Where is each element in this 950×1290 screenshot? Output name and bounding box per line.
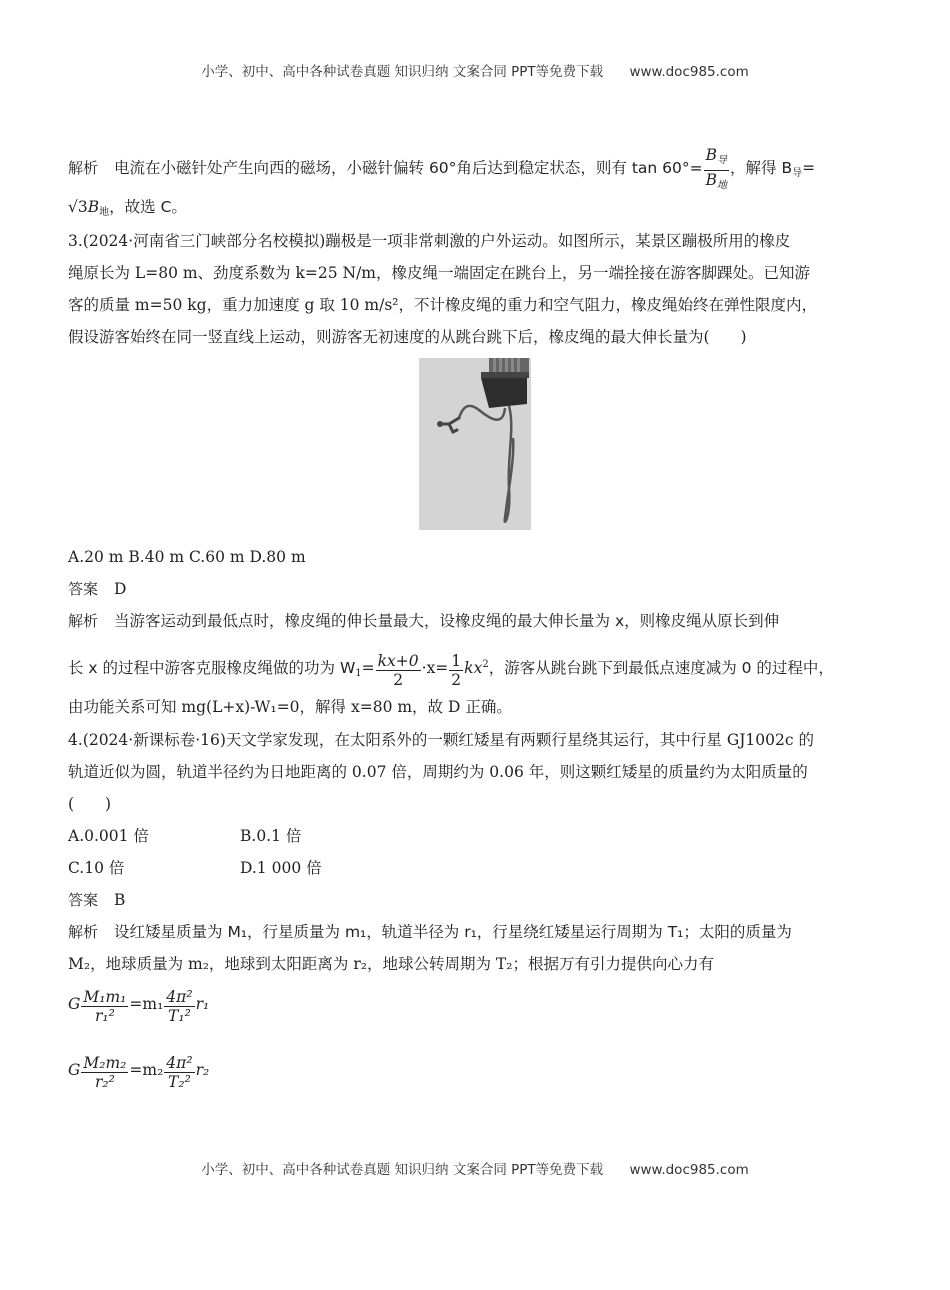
q4-equation-2: G $\frac{\text{M₂m₂}}{\text{r₂²}}$ =m₂ $\frac{\text{4π²}}{\text{T₂²}}$ r₂ xyxy=(68,1054,210,1091)
q4-stem-line: ( ) xyxy=(68,795,112,813)
q4-explanation-line1: 解析 设红矮星质量为 M₁，行星质量为 m₁，轨道半径为 r₁，行星绕红矮星运行周期为 T₁；太阳的质量为 xyxy=(68,923,792,941)
q3-explanation-line2: 长 x 的过程中游客克服橡皮绳做的功为 $W_1=$ $\frac{kx+0}{2}$ ·x= $\frac{1}{2}$ $kx^2$，游客从跳台跳下到最低点速度减为 0 的过程中， xyxy=(68,652,834,689)
q2-explanation-line1: 解析 电流在小磁针处产生向西的磁场，小磁针偏转 60°角后达到稳定状态，则有 tan 60°= $\frac{B_导}{B_地}$ ，解得 $B_导=$ xyxy=(68,146,815,195)
q4-stem-line: 轨道近似为圆，轨道半径约为日地距离的 0.07 倍，周期约为 0.06 年，则这颗红矮星的质量约为太阳质量的 xyxy=(68,763,808,781)
q4-option-d: D.1 000 倍 xyxy=(240,859,322,877)
bungee-figure xyxy=(419,358,531,530)
q4-stem-line: 4.(2024·新课标卷·16)天文学家发现，在太阳系外的一颗红矮星有两颗行星绕其运行，其中行星 GJ1002c 的 xyxy=(68,731,814,749)
q4-equation-1: G $\frac{\text{M₁m₁}}{\text{r₁²}}$ =m₁ $\frac{\text{4π²}}{\text{T₁²}}$ r₁ xyxy=(68,988,210,1025)
q3-explanation-line1: 解析 当游客运动到最低点时，橡皮绳的伸长量最大，设橡皮绳的最大伸长量为 x，则橡皮绳从原长到伸 xyxy=(68,612,780,630)
q4-answer-line: 答案 B xyxy=(68,891,126,909)
q2-expl-label: 解析 xyxy=(68,159,99,177)
q3-answer-line xyxy=(68,578,126,600)
q2-fraction: $\frac{B_导}{B_地}$ xyxy=(705,146,728,191)
q3-answer-label: 答案 xyxy=(68,580,99,598)
q4-option-c: C.10 倍 xyxy=(68,859,125,877)
header-text: 小学、初中、高中各种试卷真题 知识归纳 文案合同 PPT等免费下载 xyxy=(201,64,604,80)
q3-stem-line: 3.(2024·河南省三门峡部分名校模拟)蹦极是一项非常刺激的户外运动。如图所示，某景区蹦极所用的橡皮 xyxy=(68,232,791,250)
q3-options: A.20 m B.40 m C.60 m D.80 m xyxy=(68,548,306,566)
q4-option-a: A.0.001 倍 xyxy=(68,827,149,845)
footer-url[interactable]: www.doc985.com xyxy=(629,1162,749,1178)
page-header xyxy=(0,60,950,80)
q3-stem-line: 客的质量 m=50 kg，重力加速度 g 取 10 m/s²，不计橡皮绳的重力和空气阻力，橡皮绳始终在弹性限度内， xyxy=(68,296,818,314)
q3-answer: D xyxy=(114,580,127,598)
q4-option-b: B.0.1 倍 xyxy=(240,827,302,845)
page-footer xyxy=(0,1158,950,1178)
q3-explanation-line3: 由功能关系可知 mg(L+x)-W₁=0，解得 x=80 m，故 D 正确。 xyxy=(68,698,512,716)
footer-text: 小学、初中、高中各种试卷真题 知识归纳 文案合同 PPT等免费下载 xyxy=(201,1162,604,1178)
q4-explanation-line2: M₂，地球质量为 m₂，地球到太阳距离为 r₂，地球公转周期为 T₂；根据万有引力提供向心力有 xyxy=(68,955,714,973)
q2-explanation-line2: $√3B_地$，故选 C。 xyxy=(68,198,187,218)
bungee-photo-icon xyxy=(419,358,531,530)
header-url[interactable]: www.doc985.com xyxy=(629,64,749,80)
q4-answer: B xyxy=(114,891,126,909)
q3-stem-line: 假设游客始终在同一竖直线上运动，则游客无初速度的从跳台跳下后，橡皮绳的最大伸长量为( ) xyxy=(68,328,747,346)
q3-stem-line: 绳原长为 L=80 m、劲度系数为 k=25 N/m，橡皮绳一端固定在跳台上，另一端拴接在游客脚踝处。已知游 xyxy=(68,264,810,282)
